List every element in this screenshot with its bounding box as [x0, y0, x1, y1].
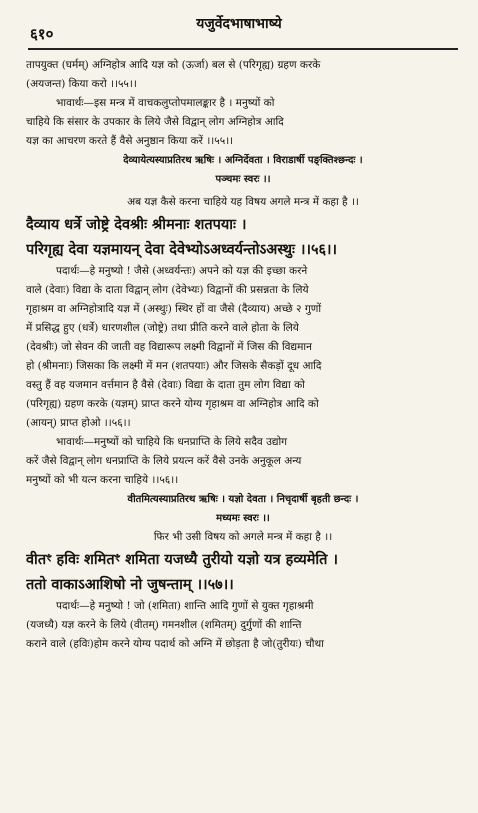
text-line: मनुष्यों को भी यत्न करना चाहिये ।।५६।। — [26, 474, 179, 486]
text-line: (देवश्रीः) जो सेवन की जाती वह विद्यारूप लक्ष्मी विद्वानों में जिस की विद्यमान — [26, 341, 312, 353]
padartha-line: पदार्थः—हे मनुष्यो ! जो (शमिता) शान्ति आदि गुणों से युक्त गृहाश्रमी — [56, 600, 314, 612]
page-header — [0, 0, 478, 64]
svara-line: पञ्चमः स्वरः ।। — [215, 174, 271, 185]
text-line: वस्तु हैं वह यजमान वर्त्तमान है वैसे (देवाः) विद्या के दाता तुम लोग विद्या को — [26, 379, 305, 391]
mantra-line: दैव्याय धर्त्रे जोष्ट्रे देवश्रीः श्रीमनाः शतपयाः । — [26, 216, 247, 233]
svara-line: मध्यमः स्वरः ।। — [216, 513, 270, 524]
rishi-devata-line: देव्यायेत्यस्याप्रतिरथ ऋषिः । अग्निर्देवता । विराडार्षी पङ्क्तिश्छन्दः । — [123, 155, 363, 166]
text-line: (आयन्) प्राप्त होओ ।।५६।। — [26, 417, 131, 429]
topic-line: अब यज्ञ कैसे करना चाहिये यह विषय अगले मन्त्र में कहा है ।। — [127, 196, 359, 208]
text-line: तापयुक्त (घर्मम्) अग्निहोत्र आदि यज्ञ को (ऊर्जा) बल से (परिगृह्य) ग्रहण करके — [26, 59, 321, 71]
text-line: वाले (देवाः) विद्या के दाता विद्वान् लोग (देवेभ्यः) विद्वानों की प्रसन्नता के लिये — [26, 284, 309, 296]
mantra-line: परिगृह्य देवा यज्ञमायन् देवा देवेभ्योऽअध्वर्यन्तोऽअस्थुः ।।५६।। — [26, 241, 338, 258]
page-body — [26, 56, 460, 654]
bhavartha-line: भावार्थः—मनुष्यों को चाहिये कि धनप्राप्ति के लिये सदैव उद्योग — [56, 436, 288, 448]
bhavartha-line: भावार्थः—इस मन्त्र में वाचकलुप्तोपमालङ्कार है । मनुष्यों को — [56, 97, 275, 109]
text-line: करें जैसे विद्वान् लोग धनप्राप्ति के लिये प्रयत्न करें वैसे उनके अनुकूल अन्य — [26, 455, 302, 467]
padartha-line: पदार्थः—हे मनुष्यो ! जैसे (अध्वर्यन्तः) अपने को यज्ञ की इच्छा करने — [56, 265, 308, 277]
text-line: गृहाश्रम वा अग्निहोत्रादि यज्ञ में (अस्थुः) स्थिर हों वा जैसे (दैव्याय) अच्छे २ गुणों — [26, 303, 322, 315]
text-line: हो (श्रीमनाः) जिसका कि लक्ष्मी में मन (शतपयाः) और जिसके सैकड़ों दूध आदि — [26, 360, 322, 372]
text-line: कराने वाले (हविः)होम करने योग्य पदार्थ को अग्नि में छोड़ता है जो(तुरीयः) चौथा — [26, 638, 324, 650]
topic-line: फिर भी उसी विषय को अगले मन्त्र में कहा है ।। — [153, 531, 333, 543]
mantra-line: वीतꣳ हविः शमितꣳ शमिता यजध्यै तुरीयो यज्ञो यत्र हव्यमेति । — [26, 551, 338, 568]
page-number: ६१० — [30, 25, 54, 43]
text-line: (अयजन्त) किया करो ।।५५।। — [26, 78, 137, 90]
mantra-line: ततो वाकाऽआशिषो नो जुषन्ताम् ।।५७।। — [26, 576, 234, 593]
rishi-devata-line: वीतमित्यस्याप्रतिरथ ऋषिः । यज्ञो देवता । निचृदार्षी बृहती छन्दः । — [127, 494, 359, 505]
text-line: यज्ञ का आचरण करते हैं वैसे अनुष्ठान किया करें ।।५५।। — [26, 135, 234, 147]
text-line: चाहिये कि संसार के उपकार के लिये जैसे विद्वान् लोग अग्निहोत्र आदि — [26, 116, 284, 128]
text-line: (परिगृह्य) ग्रहण करके (यज्ञम्) प्राप्त करने योग्य गृहाश्रम वा अग्निहोत्र आदि को — [26, 398, 319, 410]
running-title: यजुर्वेदभाषाभाष्ये — [196, 16, 282, 32]
text-line: (यजध्यै) यज्ञ करने के लिये (वीतम्) गमनशील (शमितम्) दुर्गुणों की शान्ति — [26, 619, 302, 631]
header-rule — [28, 48, 458, 50]
text-line: में प्रसिद्ध हुए (धर्त्रे) धारणशील (जोष्ट्रे) तथा प्रीति करने वाले होता के लिये — [26, 322, 299, 334]
